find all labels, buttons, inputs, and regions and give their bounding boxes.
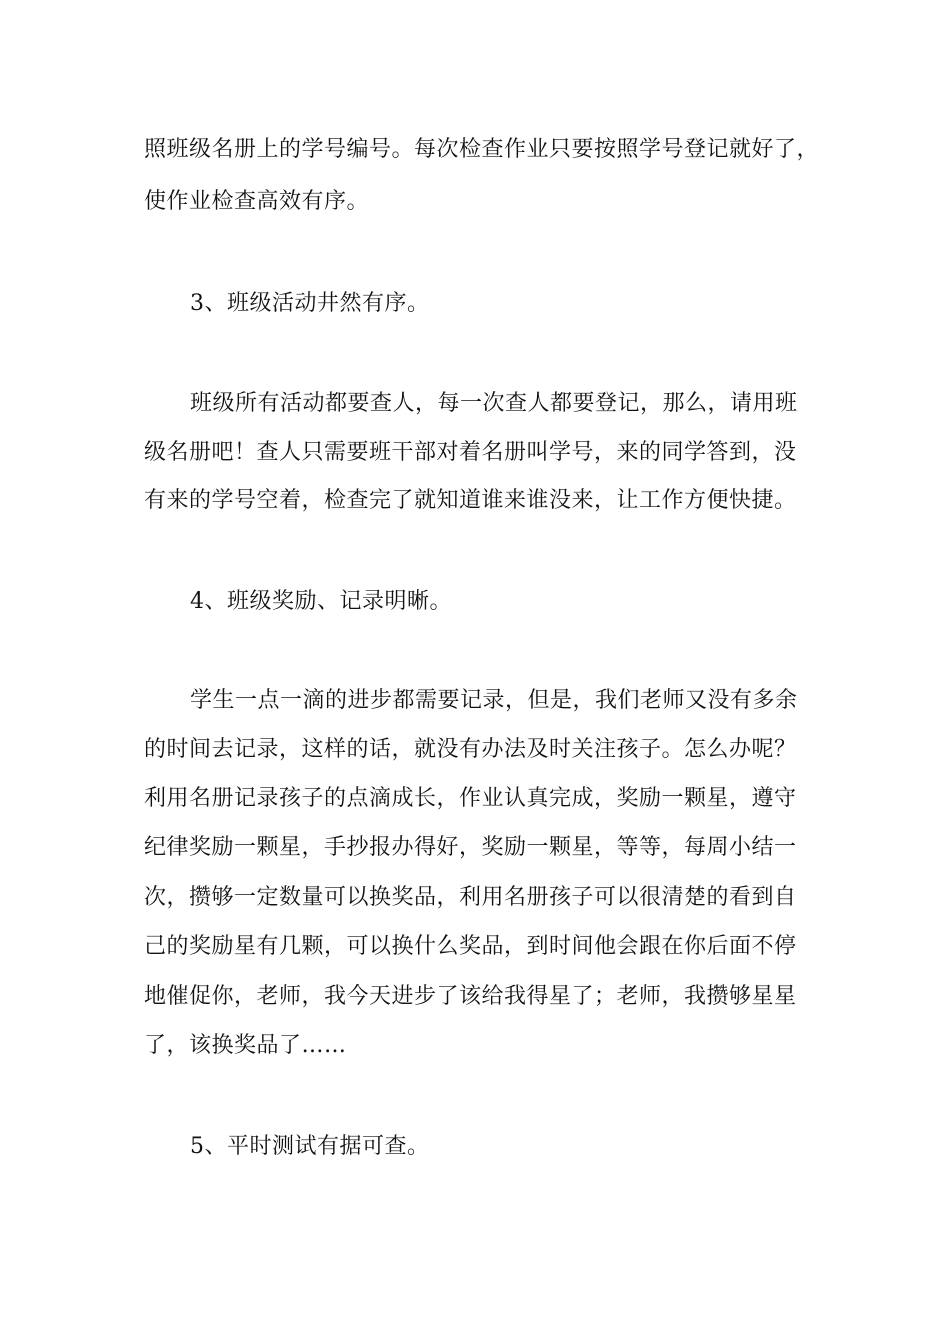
paragraph-line: 照班级名册上的学号编号。每次检查作业只要按照学号登记就好了， bbox=[144, 137, 820, 162]
section-heading-5: 5、平时测试有据可查。 bbox=[190, 1134, 430, 1159]
paragraph-line: 次，攒够一定数量可以换奖品，利用名册孩子可以很清楚的看到自 bbox=[144, 885, 797, 910]
paragraph-line: 纪律奖励一颗星，手抄报办得好，奖励一颗星，等等，每周小结一 bbox=[144, 835, 797, 860]
paragraph-line: 有来的学号空着，检查完了就知道谁来谁没来，让工作方便快捷。 bbox=[144, 488, 797, 513]
paragraph-line: 使作业检查高效有序。 bbox=[144, 189, 370, 214]
section-heading-3: 3、班级活动井然有序。 bbox=[190, 291, 430, 316]
paragraph-line: 班级所有活动都要查人，每一次查人都要登记，那么，请用班 bbox=[190, 391, 798, 416]
paragraph-line: 学生一点一滴的进步都需要记录，但是，我们老师又没有多余 bbox=[190, 688, 798, 713]
paragraph-line: 级名册吧！查人只需要班干部对着名册叫学号，来的同学答到，没 bbox=[144, 440, 797, 465]
paragraph-line: 己的奖励星有几颗，可以换什么奖品，到时间他会跟在你后面不停 bbox=[144, 934, 797, 959]
paragraph-line: 的时间去记录，这样的话，就没有办法及时关注孩子。怎么办呢？ bbox=[144, 737, 797, 762]
section-heading-4: 4、班级奖励、记录明晰。 bbox=[190, 589, 452, 614]
paragraph-line: 利用名册记录孩子的点滴成长，作业认真完成，奖励一颗星，遵守 bbox=[144, 786, 797, 811]
paragraph-line: 地催促你，老师，我今天进步了该给我得星了；老师，我攒够星星 bbox=[144, 984, 797, 1009]
paragraph-line: 了，该换奖品了…… bbox=[144, 1033, 347, 1058]
